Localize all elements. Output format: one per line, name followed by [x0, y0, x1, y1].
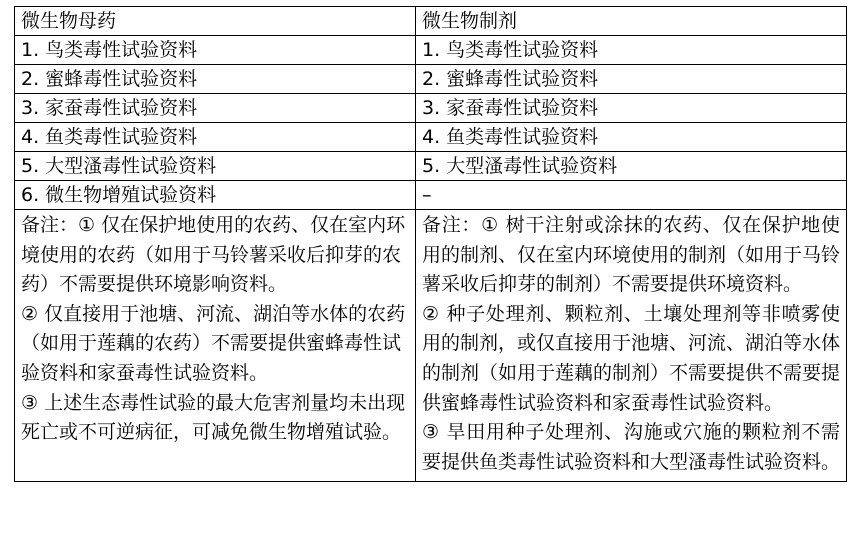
cell-left: 2. 蜜蜂毒性试验资料 [15, 65, 416, 94]
cell-left: 4. 鱼类毒性试验资料 [15, 123, 416, 152]
cell-right: 5. 大型溞毒性试验资料 [416, 152, 847, 181]
cell-left: 5. 大型溞毒性试验资料 [15, 152, 416, 181]
header-microbial-technical: 微生物母药 [15, 7, 416, 36]
note-paragraph: ② 种子处理剂、颗粒剂、土壤处理剂等非喷雾使用的制剂，或仅直接用于池塘、河流、湖泊等水体的制剂（如用于莲藕的制剂）不需要提供不需要提供蜜蜂毒性试验资料和家蚕毒性试验资料。 [422, 302, 841, 414]
cell-left: 1. 鸟类毒性试验资料 [15, 36, 416, 65]
note-paragraph: ② 仅直接用于池塘、河流、湖泊等水体的农药（如用于莲藕的农药）不需要提供蜜蜂毒性试验资料和家蚕毒性试验资料。 [21, 302, 406, 384]
cell-right: 2. 蜜蜂毒性试验资料 [416, 65, 847, 94]
cell-right: 1. 鸟类毒性试验资料 [416, 36, 847, 65]
note-paragraph: ③ 旱田用种子处理剂、沟施或穴施的颗粒剂不需要提供鱼类毒性试验资料和大型溞毒性试验资料。 [422, 421, 841, 473]
requirements-table [14, 6, 847, 482]
cell-left: 3. 家蚕毒性试验资料 [15, 94, 416, 123]
header-row [15, 7, 847, 36]
table-row [15, 36, 847, 65]
notes-row [15, 210, 847, 482]
header-microbial-formulation: 微生物制剂 [416, 7, 847, 36]
notes-left [15, 210, 416, 482]
cell-right: – [416, 181, 847, 210]
table-row [15, 65, 847, 94]
note-paragraph: ③ 上述生态毒性试验的最大危害剂量均未出现死亡或不可逆病征，可减免微生物增殖试验。 [21, 391, 406, 444]
table-row [15, 123, 847, 152]
notes-right [416, 210, 847, 482]
note-paragraph: 备注：① 树干注射或涂抹的农药、仅在保护地使用的制剂、仅在室内环境使用的制剂（如用于马铃薯采收后抑芽的制剂）不需要提供环境资料。 [422, 214, 841, 296]
cell-right: 3. 家蚕毒性试验资料 [416, 94, 847, 123]
table-row [15, 181, 847, 210]
note-paragraph: 备注：① 仅在保护地使用的农药、仅在室内环境使用的农药（如用于马铃薯采收后抑芽的农药）不需要提供环境影响资料。 [21, 214, 406, 296]
table-row [15, 152, 847, 181]
cell-right: 4. 鱼类毒性试验资料 [416, 123, 847, 152]
table-row [15, 94, 847, 123]
cell-left: 6. 微生物增殖试验资料 [15, 181, 416, 210]
